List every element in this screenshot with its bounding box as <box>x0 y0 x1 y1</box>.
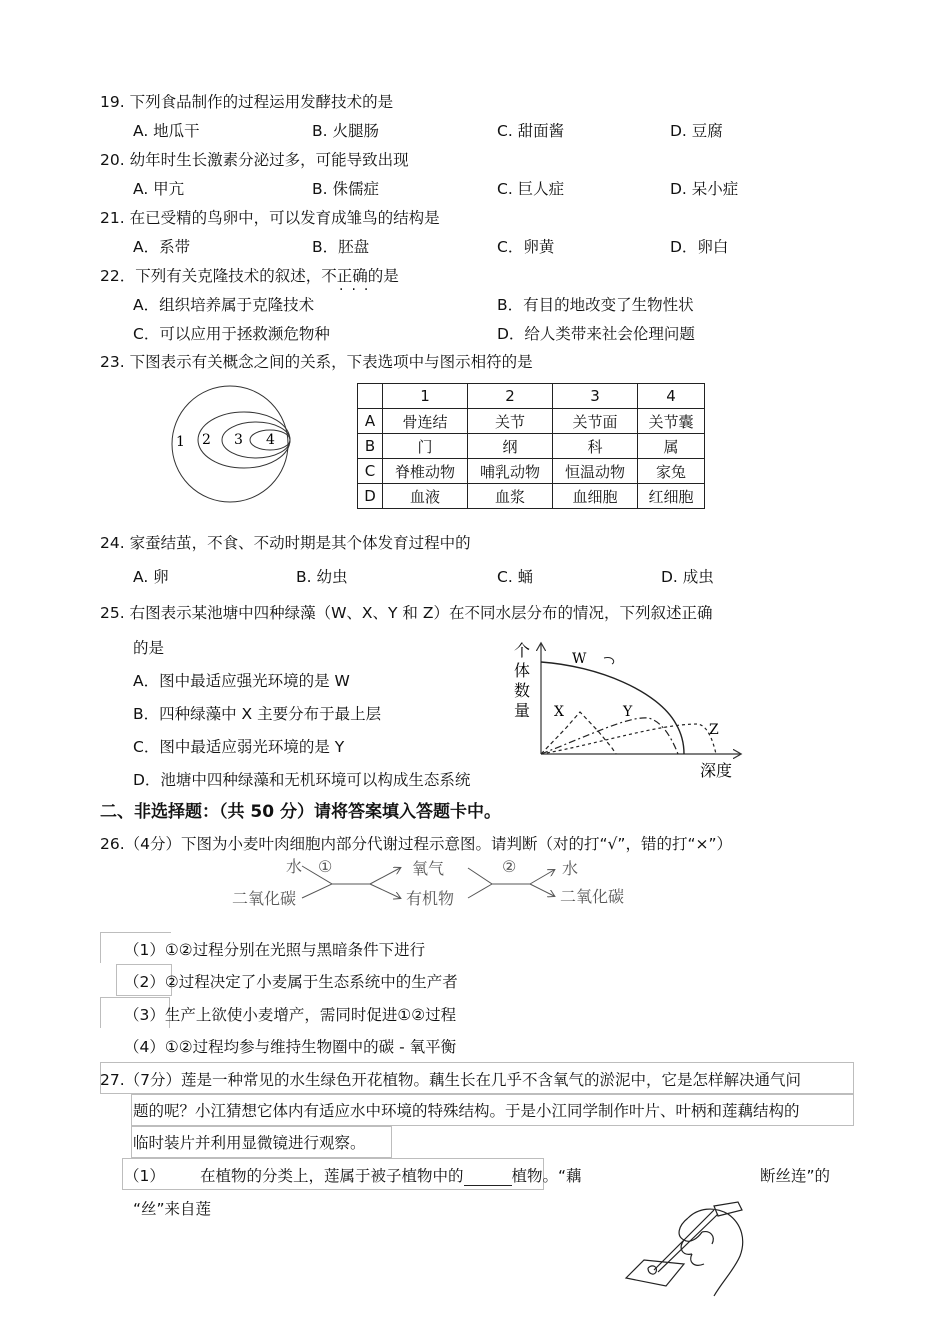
table-cell: 骨连结 <box>383 409 468 434</box>
q22-option-a: A．组织培养属于克隆技术 <box>133 296 315 314</box>
curve-label-y: Y <box>623 704 633 720</box>
q20-option-a: A. 甲亢 <box>133 180 185 198</box>
q19-option-c: C. 甜面酱 <box>497 122 565 140</box>
table-cell: 纲 <box>468 434 553 459</box>
diagram-step-1: ① <box>318 857 333 876</box>
y-label-2: 体 <box>514 661 531 680</box>
q20-option-c: C. 巨人症 <box>497 180 565 198</box>
q24-option-d: D. 成虫 <box>661 568 714 586</box>
diagram-label-2: 2 <box>202 432 211 448</box>
q21-option-c: C．卵黄 <box>497 238 555 256</box>
table-cell: 3 <box>553 384 638 409</box>
q27-line-2: 题的呢？小江猜想它体内有适应水中环境的特殊结构。于是小江同学制作叶片、叶柄和莲藕结构的 <box>133 1102 800 1120</box>
curve-label-z: Z <box>709 722 719 738</box>
table-cell: 血液 <box>383 484 468 509</box>
q25-option-a: A．图中最适应强光环境的是 W <box>133 672 350 690</box>
q25-stem: 25. 右图表示某池塘中四种绿藻（W、X、Y 和 Z）在不同水层分布的情况，下列叙述正确 <box>100 604 713 622</box>
q26-stem: 26.（4分）下图为小麦叶肉细胞内部分代谢过程示意图。请判断（对的打“√”，错的打“×”） <box>100 835 732 853</box>
metabolism-diagram <box>230 852 640 912</box>
table-cell: 血浆 <box>468 484 553 509</box>
table-cell: 科 <box>553 434 638 459</box>
diagram-organic-matter: 有机物 <box>406 889 455 908</box>
diagram-label-4: 4 <box>266 432 275 448</box>
q19-option-b: B. 火腿肠 <box>312 122 379 140</box>
q19-option-a: A. 地瓜干 <box>133 122 200 140</box>
q19-option-d: D. 豆腐 <box>670 122 723 140</box>
table-row <box>358 484 705 509</box>
table-cell: B <box>358 434 383 459</box>
table-cell: 关节囊 <box>638 409 705 434</box>
q19-stem: 19. 下列食品制作的过程运用发酵技术的是 <box>100 93 394 111</box>
diagram-label-1: 1 <box>176 434 185 450</box>
q22-option-b: B．有目的地改变了生物性状 <box>497 296 694 314</box>
table-cell: 2 <box>468 384 553 409</box>
section-heading: 二、非选择题：（共 50 分）请将答案填入答题卡中。 <box>100 802 501 822</box>
q27-sub1-text-a: 在植物的分类上，莲属于被子植物中的 <box>200 1167 464 1185</box>
q26-item-2: （2）②过程决定了小麦属于生态系统中的生产者 <box>124 973 458 991</box>
q20-option-d: D. 呆小症 <box>670 180 739 198</box>
q27-line-3: 临时装片并利用显微镜进行观察。 <box>133 1134 366 1152</box>
q27-sub1-number: （1） <box>124 1167 165 1185</box>
curve-label-w: W <box>572 651 587 667</box>
diagram-water-out: 水 <box>562 859 579 878</box>
q20-stem: 20. 幼年时生长激素分泌过多，可能导致出现 <box>100 151 409 169</box>
diagram-label-3: 3 <box>234 432 243 448</box>
table-cell: 哺乳动物 <box>468 459 553 484</box>
table-cell: 门 <box>383 434 468 459</box>
table-cell <box>358 384 383 409</box>
q21-option-d: D．卵白 <box>670 238 729 256</box>
hand-tweezers-illustration <box>618 1200 750 1300</box>
table-header-row <box>358 384 705 409</box>
curve-z <box>541 724 716 754</box>
diagram-co2-in: 二氧化碳 <box>232 889 297 908</box>
q25-option-c: C．图中最适应弱光环境的是 Y <box>133 738 345 756</box>
curve-x <box>541 712 616 754</box>
q26-item-4: （4）①②过程均参与维持生物圈中的碳 - 氧平衡 <box>124 1038 457 1056</box>
q24-option-c: C. 蛹 <box>497 568 534 586</box>
y-label-1: 个 <box>514 641 531 660</box>
q21-option-b: B．胚盘 <box>312 238 370 256</box>
diagram-water-in: 水 <box>286 857 303 876</box>
y-label-3: 数 <box>514 681 531 700</box>
table-cell: A <box>358 409 383 434</box>
q25-option-d: D．池塘中四种绿藻和无机环境可以构成生态系统 <box>133 771 471 789</box>
table-row <box>358 409 705 434</box>
y-label-4: 量 <box>514 701 531 720</box>
table-row <box>358 459 705 484</box>
q22-option-c: C．可以应用于拯救濒危物种 <box>133 325 330 343</box>
table-cell: 关节 <box>468 409 553 434</box>
q24-stem: 24. 家蚕结茧，不食、不动时期是其个体发育过程中的 <box>100 534 471 552</box>
q23-options-table <box>357 383 705 509</box>
table-cell: 关节面 <box>553 409 638 434</box>
q27-sub1-text-d: “丝”来自莲 <box>133 1200 212 1218</box>
table-cell: 属 <box>638 434 705 459</box>
table-cell: 恒温动物 <box>553 459 638 484</box>
algae-depth-graph <box>508 636 748 782</box>
table-row <box>358 434 705 459</box>
q20-option-b: B. 侏儒症 <box>312 180 379 198</box>
diagram-step-2: ② <box>502 857 517 876</box>
x-axis-label: 深度 <box>700 761 733 780</box>
emphasis-dots: ··· <box>339 282 377 298</box>
q27-sub1-text-b: 植物。“藕 <box>511 1167 582 1185</box>
table-cell: 4 <box>638 384 705 409</box>
diagram-oxygen: 氧气 <box>412 859 445 878</box>
q27-sub1-text <box>200 1166 582 1186</box>
q27-sub1-text-c: 断丝连”的 <box>760 1167 831 1185</box>
table-cell: 1 <box>383 384 468 409</box>
q26-item-1: （1）①②过程分别在光照与黑暗条件下进行 <box>124 941 426 959</box>
table-cell: 红细胞 <box>638 484 705 509</box>
q21-stem: 21. 在已受精的鸟卵中，可以发育成雏鸟的结构是 <box>100 209 440 227</box>
q24-option-b: B. 幼虫 <box>296 568 348 586</box>
q25-stem-cont: 的是 <box>133 639 165 657</box>
q22-stem: 22．下列有关克隆技术的叙述，不正确的是 <box>100 267 399 285</box>
table-cell: D <box>358 484 383 509</box>
q26-item-3: （3）生产上欲使小麦增产，需同时促进①②过程 <box>124 1006 457 1024</box>
nested-concept-diagram <box>170 382 310 507</box>
q23-stem: 23. 下图表示有关概念之间的关系，下表选项中与图示相符的是 <box>100 353 533 371</box>
curve-label-x: X <box>554 704 564 720</box>
table-cell: C <box>358 459 383 484</box>
curve-y <box>541 718 678 754</box>
diagram-co2-out: 二氧化碳 <box>560 887 625 906</box>
q27-line-1: 27.（7分）莲是一种常见的水生绿色开花植物。藕生长在几乎不含氧气的淤泥中，它是怎样解决通气问 <box>100 1071 802 1089</box>
table-cell: 血细胞 <box>553 484 638 509</box>
answer-blank <box>464 1169 512 1186</box>
q25-option-b: B．四种绿藻中 X 主要分布于最上层 <box>133 705 382 723</box>
q24-option-a: A. 卵 <box>133 568 169 586</box>
curve-w-tail <box>604 658 614 664</box>
q22-option-d: D．给人类带来社会伦理问题 <box>497 325 695 343</box>
table-cell: 家兔 <box>638 459 705 484</box>
q21-option-a: A．系带 <box>133 238 191 256</box>
table-cell: 脊椎动物 <box>383 459 468 484</box>
